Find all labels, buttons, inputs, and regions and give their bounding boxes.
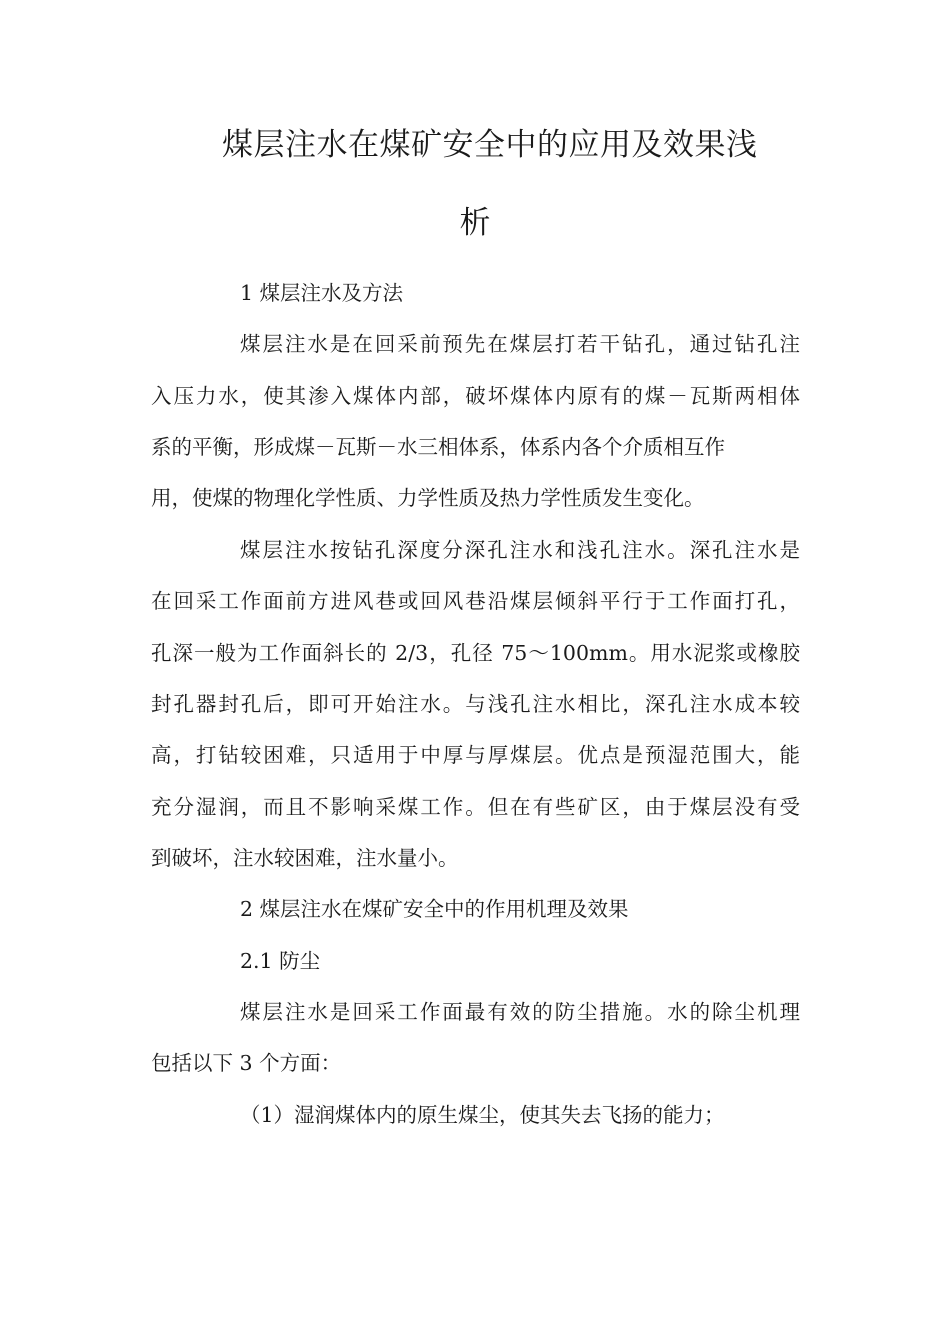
section-1-paragraph-2-line-3: 孔深一般为工作面斜长的 2/3，孔径 75～100mm。用水泥浆或橡胶	[151, 641, 800, 665]
section-1-paragraph-1-line-1: 煤层注水是在回采前预先在煤层打若干钻孔，通过钻孔注	[240, 332, 800, 356]
section-1-paragraph-1-line-3: 系的平衡，形成煤－瓦斯－水三相体系，体系内各个介质相互作	[151, 435, 725, 459]
section-1-heading: 1 煤层注水及方法	[240, 281, 404, 305]
section-1-paragraph-2-line-5: 高，打钻较困难，只适用于中厚与厚煤层。优点是预湿范围大，能	[151, 743, 800, 767]
section-1-paragraph-1-line-4: 用，使煤的物理化学性质、力学性质及热力学性质发生变化。	[151, 486, 705, 510]
subsection-2-1-heading: 2.1 防尘	[240, 949, 321, 973]
section-1-paragraph-1-line-2: 入压力水，使其渗入煤体内部，破坏煤体内原有的煤－瓦斯两相体	[151, 384, 800, 408]
section-2-heading: 2 煤层注水在煤矿安全中的作用机理及效果	[240, 897, 629, 921]
document-title-line-1: 煤层注水在煤矿安全中的应用及效果浅	[222, 127, 758, 163]
document-title-line-2: 析	[459, 205, 491, 241]
subsection-2-1-paragraph-line-2: 包括以下 3 个方面：	[151, 1051, 342, 1075]
section-1-paragraph-2-line-1: 煤层注水按钻孔深度分深孔注水和浅孔注水。深孔注水是	[240, 538, 800, 562]
section-1-paragraph-2-line-4: 封孔器封孔后，即可开始注水。与浅孔注水相比，深孔注水成本较	[151, 692, 800, 716]
subsection-2-1-list-item-1: （1）湿润煤体内的原生煤尘，使其失去飞扬的能力；	[240, 1103, 725, 1127]
section-1-paragraph-2-line-2: 在回采工作面前方进风巷或回风巷沿煤层倾斜平行于工作面打孔，	[151, 589, 800, 613]
subsection-2-1-paragraph-line-1: 煤层注水是回采工作面最有效的防尘措施。水的除尘机理	[240, 1000, 800, 1024]
section-1-paragraph-2-line-7: 到破坏，注水较困难，注水量小。	[151, 846, 459, 870]
section-1-paragraph-2-line-6: 充分湿润，而且不影响采煤工作。但在有些矿区，由于煤层没有受	[151, 795, 800, 819]
